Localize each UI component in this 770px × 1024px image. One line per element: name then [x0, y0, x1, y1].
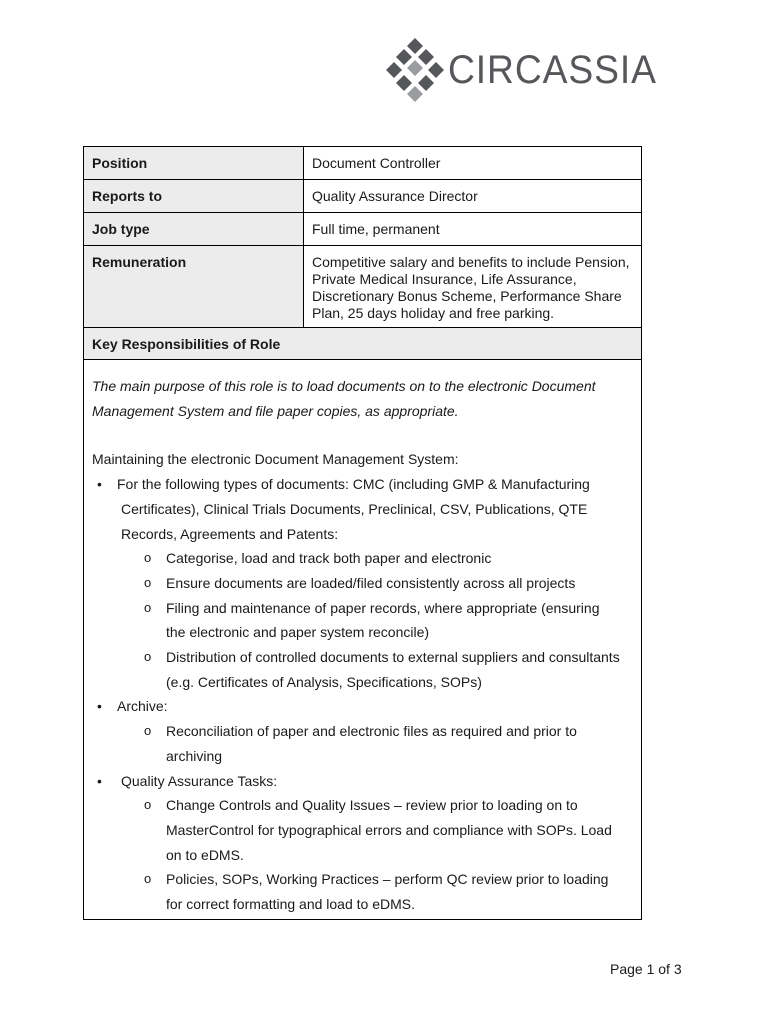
sub-line: the electronic and paper system reconcile)	[166, 624, 430, 641]
remuneration-value	[304, 246, 642, 328]
sub-bullet-icon: o	[144, 723, 152, 739]
circassia-logo	[386, 38, 656, 102]
responsibilities-heading: Key Responsibilities of Role	[84, 328, 642, 360]
sub-line: Categorise, load and track both paper and electronic	[166, 550, 492, 567]
intro-paragraph	[92, 374, 633, 423]
bullet-line: Quality Assurance Tasks:	[121, 772, 278, 789]
sub-line: for correct formatting and load to eDMS.	[166, 896, 415, 913]
bullet-line: For the following types of documents: CMC (including GMP & Manufacturing	[117, 476, 590, 493]
sub-line: (e.g. Certificates of Analysis, Specifications, SOPs)	[166, 673, 482, 690]
sub-bullet-icon: o	[144, 871, 152, 887]
table-row	[84, 246, 642, 328]
table-row	[84, 147, 642, 180]
table-row	[84, 180, 642, 213]
list-item	[92, 793, 633, 867]
intro-line: The main purpose of this role is to load documents on to the electronic Document	[92, 378, 596, 394]
bullet-icon: •	[97, 698, 102, 715]
position-label: Position	[84, 147, 304, 180]
list-item	[92, 769, 633, 794]
bullet-line: Records, Agreements and Patents:	[121, 525, 339, 542]
sub-line: Reconciliation of paper and electronic files as required and prior to	[166, 723, 577, 740]
sub-line: Distribution of controlled documents to external suppliers and consultants	[166, 649, 620, 666]
sub-bullet-icon: o	[144, 550, 152, 566]
diamond-cluster-icon	[386, 38, 444, 102]
remuneration-label: Remuneration	[84, 246, 304, 328]
sub-bullet-icon: o	[144, 574, 152, 590]
remuneration-line: Competitive salary and benefits to include Pension,	[312, 254, 630, 270]
list-item	[92, 645, 633, 694]
sub-line: Filing and maintenance of paper records, where appropriate (ensuring	[166, 599, 600, 616]
list-item	[92, 571, 633, 596]
reports-to-label: Reports to	[84, 180, 304, 213]
bullet-icon: •	[97, 772, 102, 789]
list-item	[92, 719, 633, 768]
table-row	[84, 328, 642, 360]
edms-heading: Maintaining the electronic Document Management System:	[92, 451, 459, 468]
bullet-icon: •	[97, 476, 102, 493]
reports-to-value: Quality Assurance Director	[304, 180, 642, 213]
table-row	[84, 360, 642, 920]
sub-bullet-icon: o	[144, 797, 152, 813]
responsibilities-body	[84, 360, 642, 920]
sub-bullet-icon: o	[144, 599, 152, 615]
sub-line: archiving	[166, 747, 223, 764]
bullet-line: Certificates), Clinical Trials Documents, Preclinical, CSV, Publications, QTE	[121, 500, 588, 517]
job-type-value: Full time, permanent	[304, 213, 642, 246]
remuneration-line: Private Medical Insurance, Life Assurance,	[312, 271, 577, 287]
remuneration-line: Discretionary Bonus Scheme, Performance Share	[312, 288, 622, 304]
sub-bullet-icon: o	[144, 649, 152, 665]
brand-name: CIRCASSIA	[448, 48, 657, 92]
sub-line: on to eDMS.	[166, 846, 244, 863]
sub-line: Change Controls and Quality Issues – review prior to loading on to	[166, 797, 578, 814]
page-number: Page 1 of 3	[610, 961, 682, 977]
remuneration-line: Plan, 25 days holiday and free parking.	[312, 305, 555, 321]
list-item	[92, 694, 633, 719]
sub-line: MasterControl for typographical errors and compliance with SOPs. Load	[166, 821, 612, 838]
list-item	[92, 472, 633, 497]
table-row	[84, 213, 642, 246]
list-item	[92, 596, 633, 645]
list-item	[92, 546, 633, 571]
intro-line: Management System and file paper copies, as appropriate.	[92, 402, 459, 419]
bullet-line: Archive:	[117, 698, 168, 715]
job-type-label: Job type	[84, 213, 304, 246]
list-item	[92, 867, 633, 916]
sub-line: Ensure documents are loaded/filed consistently across all projects	[166, 574, 576, 591]
position-value: Document Controller	[304, 147, 642, 180]
job-description-table	[83, 146, 642, 920]
sub-line: Policies, SOPs, Working Practices – perform QC review prior to loading	[166, 871, 609, 888]
